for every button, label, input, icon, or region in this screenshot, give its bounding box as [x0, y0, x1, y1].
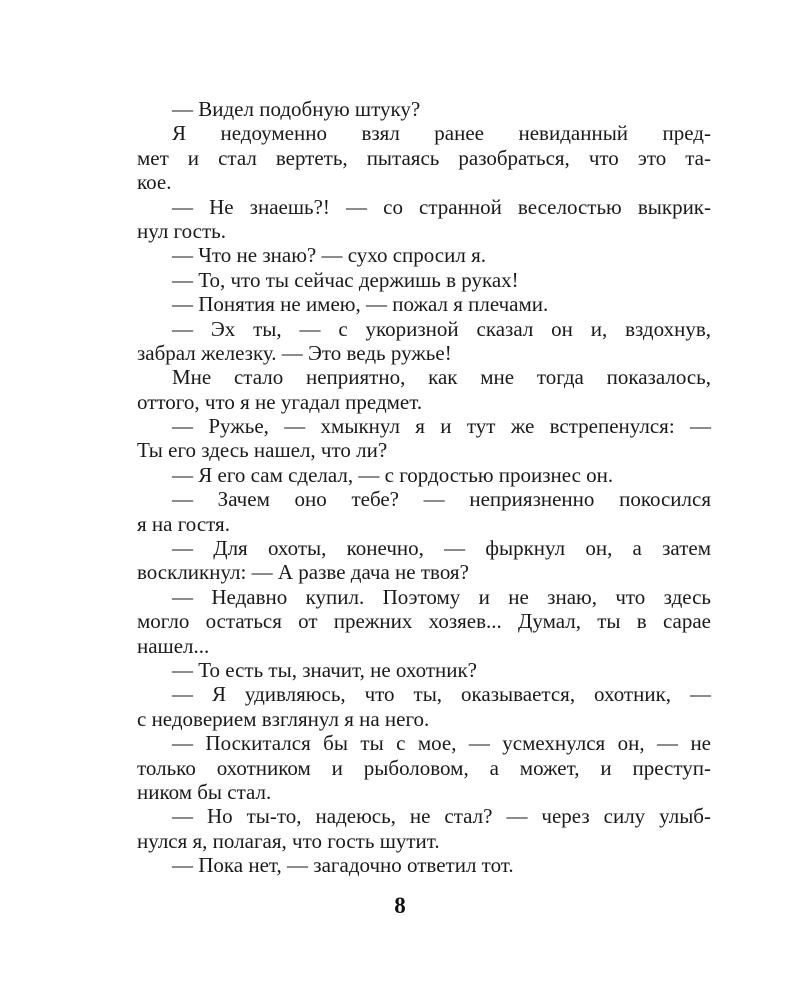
text-line: — Пока нет, — загадочно ответил тот. — [172, 853, 514, 878]
text-line: только охотником и рыболовом, а может, и преступ- — [137, 755, 711, 780]
page-number: 8 — [394, 893, 406, 918]
text-line: — Понятия не имею, — пожал я плечами. — [172, 292, 549, 317]
text-line: — Эх ты, — с укоризной сказал он и, вздохнув, — [172, 316, 711, 341]
text-line: — То есть ты, значит, не охотник? — [172, 657, 478, 682]
text-line: нулся я, полагая, что гость шутит. — [137, 828, 440, 853]
text-line: с недоверием взглянул я на него. — [137, 706, 430, 731]
text-line: — Не знаешь?! — со странной веселостью выкрик- — [172, 194, 711, 219]
text-line: — Что не знаю? — сухо спросил я. — [172, 243, 486, 268]
text-line: — Поскитался бы ты с мое, — усмехнулся он, — не — [172, 731, 711, 756]
text-line: кое. — [137, 170, 172, 195]
text-line: — Ружье, — хмыкнул я и тут же встрепенулся: — — [172, 414, 711, 439]
body-text — [137, 97, 711, 878]
text-line: — То, что ты сейчас держишь в руках! — [172, 267, 519, 292]
text-line: Мне стало неприятно, как мне тогда показалось, — [172, 365, 711, 390]
text-line: я на гостя. — [137, 511, 230, 536]
text-line: ником бы стал. — [137, 779, 272, 804]
text-line: нашел... — [137, 633, 210, 658]
text-line: — Для охоты, конечно, — фыркнул он, а затем — [172, 536, 711, 561]
text-line: оттого, что я не угадал предмет. — [137, 389, 423, 414]
text-line: воскликнул: — А разве дача не твоя? — [137, 560, 469, 585]
text-line: — Я удивляюсь, что ты, оказывается, охотник, — — [172, 682, 711, 707]
text-line: могло остаться от прежних хозяев... Думал, ты в сарае — [137, 609, 711, 634]
text-line: Ты его здесь нашел, что ли? — [137, 438, 388, 463]
text-line: забрал железку. — Это ведь ружье! — [137, 340, 452, 365]
text-line: мет и стал вертеть, пытаясь разобраться, что это та- — [137, 145, 711, 170]
text-line: — Видел подобную штуку? — [172, 97, 421, 121]
text-line: нул гость. — [137, 218, 226, 243]
text-line: — Я его сам сделал, — с гордостью произнес он. — [172, 462, 614, 487]
text-line: — Зачем оно тебе? — неприязненно покосился — [172, 487, 711, 512]
text-line: — Недавно купил. Поэтому и не знаю, что здесь — [172, 584, 711, 609]
text-line: Я недоуменно взял ранее невиданный пред- — [172, 121, 711, 146]
text-line: — Но ты-то, надеюсь, не стал? — через силу улыб- — [172, 804, 711, 829]
